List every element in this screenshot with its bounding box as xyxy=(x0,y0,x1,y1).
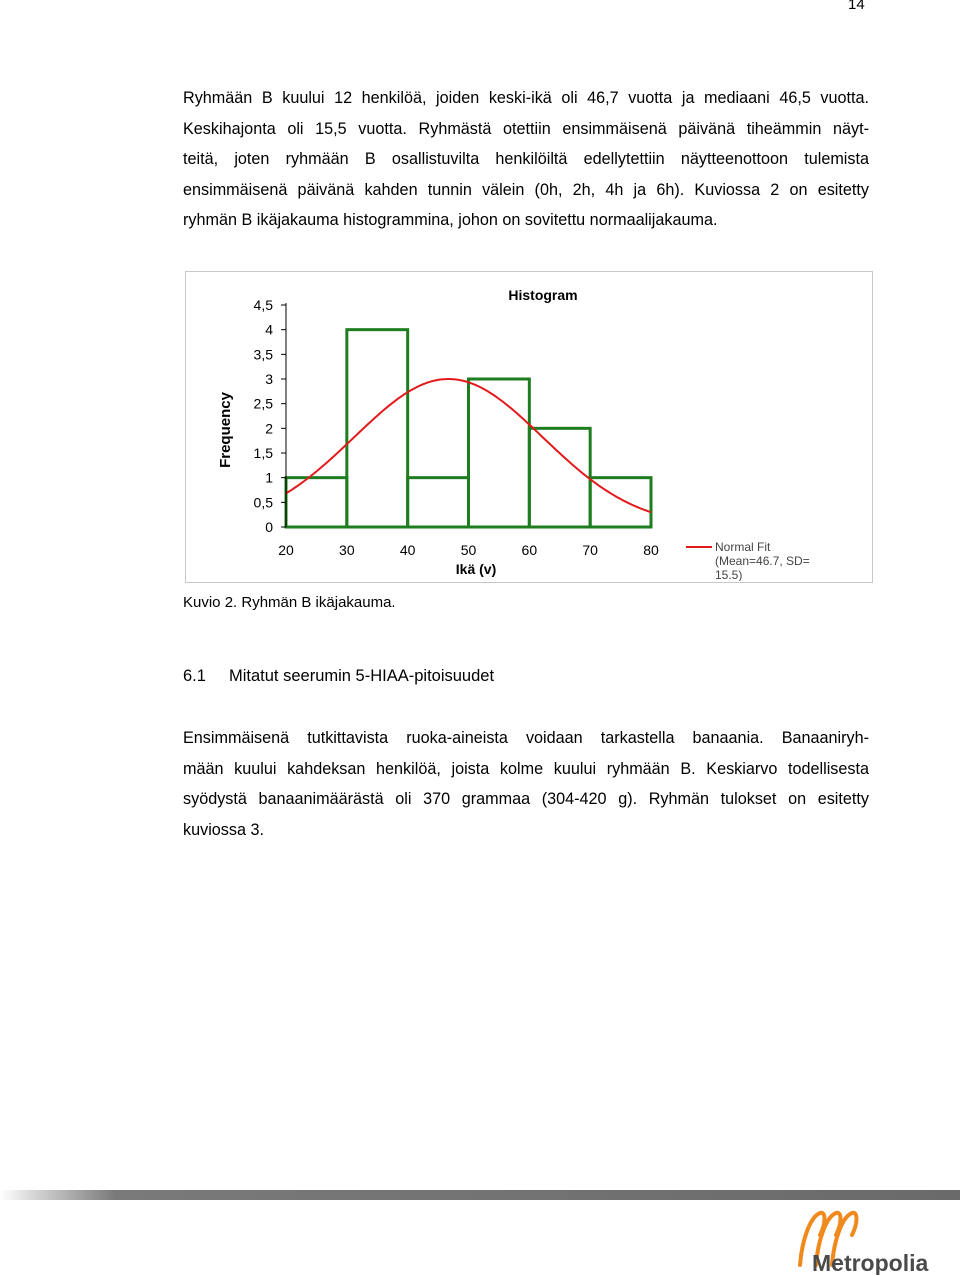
body-paragraph-1 xyxy=(183,83,869,236)
histogram-bar xyxy=(347,330,408,527)
paragraph-line: teitä, joten ryhmään B osallistuvilta henkilöiltä edellytettiin näytteenottoon tulemista xyxy=(183,150,869,168)
paragraph-line: Ryhmään B kuului 12 henkilöä, joiden keski-ikä oli 46,7 vuotta ja mediaani 46,5 vuotta. xyxy=(183,89,869,107)
y-tick-label: 1 xyxy=(265,469,273,486)
histogram-bar xyxy=(469,379,530,527)
legend-label: (Mean=46.7, SD= xyxy=(715,554,810,568)
x-tick-label: 70 xyxy=(582,542,598,558)
section-number: 6.1 xyxy=(183,667,206,685)
x-tick-label: 40 xyxy=(399,542,416,558)
section-title: Mitatut seerumin 5-HIAA-pitoisuudet xyxy=(229,667,495,685)
chart-title: Histogram xyxy=(508,287,578,303)
paragraph-line: syödystä banaanimäärästä oli 370 grammaa (304-420 g). Ryhmän tulokset on esitetty xyxy=(183,790,869,808)
x-tick-label: 50 xyxy=(460,542,477,558)
body-paragraph-2 xyxy=(183,723,869,845)
x-axis-label: Ikä (v) xyxy=(455,561,497,577)
section-heading xyxy=(183,667,494,686)
paragraph-line: kuviossa 3. xyxy=(183,820,264,839)
y-tick-label: 0,5 xyxy=(253,494,273,511)
paragraph-line: mään kuului kahdeksan henkilöä, joista kolme kuului ryhmään B. Keskiarvo todellisesta xyxy=(183,759,869,778)
y-tick-label: 3 xyxy=(265,371,273,387)
y-tick-label: 4 xyxy=(265,321,273,338)
footer-divider xyxy=(0,1190,960,1200)
histogram-bar xyxy=(286,478,347,527)
histogram-bar xyxy=(408,478,469,527)
legend-label: 15.5) xyxy=(715,568,743,581)
y-tick-label: 3,5 xyxy=(253,346,273,363)
x-tick-label: 30 xyxy=(339,542,355,558)
legend-label: Normal Fit xyxy=(715,540,771,554)
histogram-chart xyxy=(185,271,873,583)
y-axis-label: Frequency xyxy=(217,392,234,468)
paragraph-line: Keskihajonta oli 15,5 vuotta. Ryhmästä otettiin ensimmäisenä päivänä tiheämmin näyt- xyxy=(183,119,869,138)
paragraph-line: Ensimmäisenä tutkittavista ruoka-aineista voidaan tarkastella banaania. Banaaniryh- xyxy=(183,729,869,747)
x-tick-label: 20 xyxy=(278,542,294,558)
x-tick-label: 60 xyxy=(521,542,538,558)
y-tick-label: 2 xyxy=(265,420,273,437)
x-tick-label: 80 xyxy=(643,542,659,558)
histogram-bar xyxy=(529,428,590,527)
paragraph-line: ryhmän B ikäjakauma histogrammina, johon on sovitettu normaalijakauma. xyxy=(183,211,718,229)
histogram-svg xyxy=(186,272,871,581)
metropolia-logo xyxy=(790,1205,940,1275)
logo-text: Metropolia xyxy=(812,1250,929,1275)
figure-caption: Kuvio 2. Ryhmän B ikäjakauma. xyxy=(183,594,396,611)
y-tick-label: 0 xyxy=(265,519,273,535)
y-tick-label: 2,5 xyxy=(253,395,273,412)
y-tick-label: 4,5 xyxy=(253,297,273,313)
page-number: 14 xyxy=(848,0,865,13)
y-tick-label: 1,5 xyxy=(253,445,273,461)
paragraph-line: ensimmäisenä päivänä kahden tunnin välein (0h, 2h, 4h ja 6h). Kuviossa 2 on esitetty xyxy=(183,180,869,199)
